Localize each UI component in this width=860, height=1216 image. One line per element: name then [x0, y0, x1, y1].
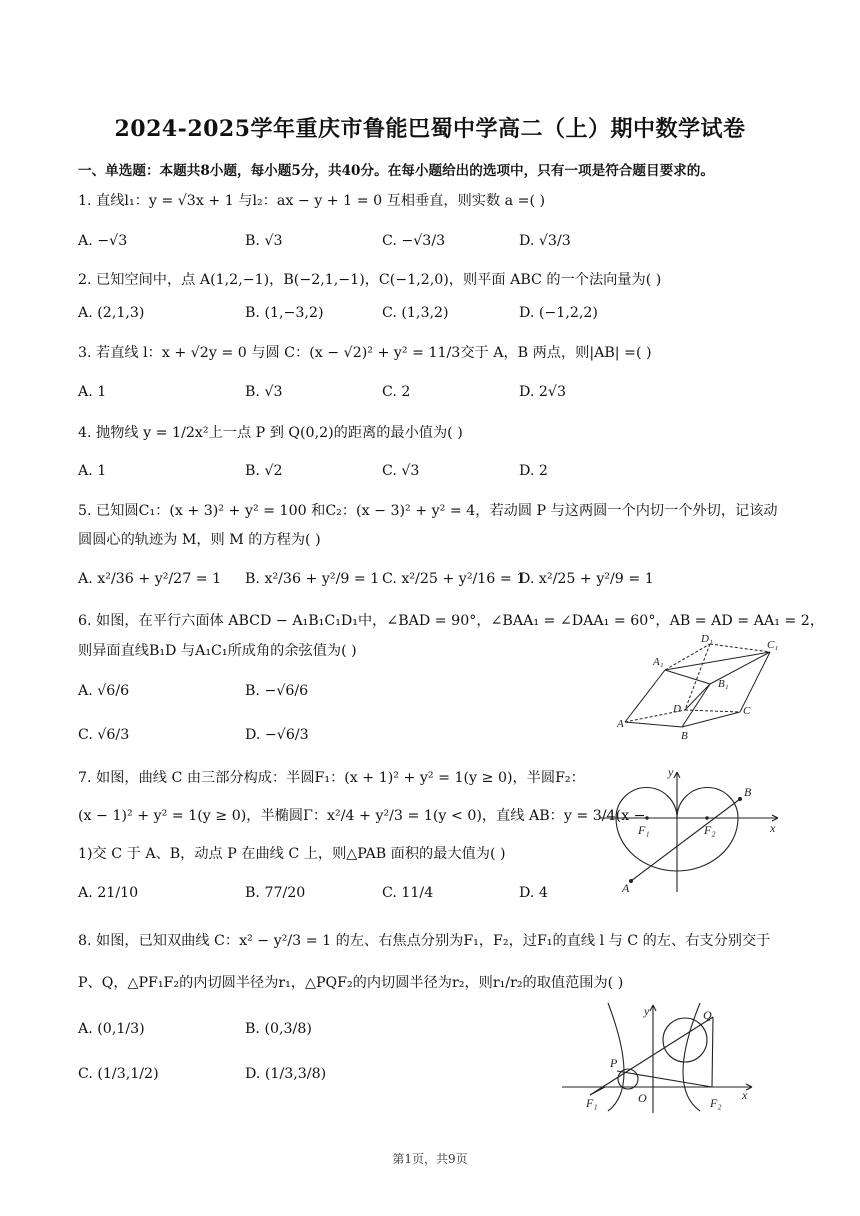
- question-1-line-1: 1. 直线l₁：y = √3x + 1 与l₂：ax − y + 1 = 0 互相垂直，则实数 a =( ): [78, 193, 546, 209]
- label-d1: D₁: [701, 633, 713, 645]
- q8-option-d: D. (1/3,3/8): [245, 1066, 327, 1082]
- question-4-line-1: 4. 抛物线 y = 1/2x²上一点 P 到 Q(0,2)的距离的最小值为( ): [78, 425, 463, 441]
- label-b: B: [681, 730, 688, 742]
- heart-curve-figure: [600, 762, 785, 897]
- question-3-line-1: 3. 若直线 l：x + √2y = 0 与圆 C：(x − √2)² + y² = 11/3交于 A，B 两点，则|AB| =( ): [78, 345, 652, 361]
- question-7-line-2: (x − 1)² + y² = 1(y ≥ 0)，半椭圆Γ：x²/4 + y²/3 = 1(y < 0)，直线 AB：y = 3/4(x −: [78, 808, 646, 824]
- q8-option-c: C. (1/3,1/2): [78, 1066, 159, 1082]
- q1-option-a: A. −√3: [78, 233, 128, 249]
- q5-option-b: B. x²/36 + y²/9 = 1: [245, 571, 380, 587]
- q5-option-a: A. x²/36 + y²/27 = 1: [78, 571, 222, 587]
- label-q: Q: [703, 1008, 712, 1022]
- question-2-line-1: 2. 已知空间中，点 A(1,2,−1)，B(−2,1,−1)，C(−1,2,0)，则平面 ABC 的一个法向量为( ): [78, 272, 662, 288]
- label-f2: F₂: [710, 1096, 722, 1110]
- label-c1: C₁: [767, 639, 779, 651]
- q2-option-b: B. (1,−3,2): [245, 305, 324, 321]
- q7-option-a: A. 21/10: [78, 885, 139, 901]
- parallelepiped-figure: [615, 632, 785, 742]
- label-y: y: [644, 1004, 650, 1018]
- q1-option-c: C. −√3/3: [382, 233, 446, 249]
- label-d: D: [673, 703, 681, 715]
- question-6-line-2: 则异面直线B₁D 与A₁C₁所成角的余弦值为( ): [78, 643, 357, 659]
- q2-option-a: A. (2,1,3): [78, 305, 145, 321]
- q3-option-a: A. 1: [78, 384, 107, 400]
- q6-option-a: A. √6/6: [78, 683, 130, 699]
- q3-option-c: C. 2: [382, 384, 411, 400]
- question-5-line-1: 5. 已知圆C₁：(x + 3)² + y² = 100 和C₂：(x − 3)² + y² = 4，若动圆 P 与这两圆一个内切一个外切，记该动: [78, 503, 778, 519]
- q7-option-d: D. 4: [519, 885, 548, 901]
- q3-option-d: D. 2√3: [519, 384, 566, 400]
- q1-option-b: B. √3: [245, 233, 283, 249]
- label-x: x: [770, 821, 776, 835]
- label-o: O: [638, 1091, 647, 1105]
- label-c: C: [743, 705, 751, 717]
- label-a: A: [617, 718, 624, 730]
- q2-option-c: C. (1,3,2): [382, 305, 449, 321]
- label-x: x: [742, 1088, 748, 1102]
- q8-option-b: B. (0,3/8): [245, 1021, 312, 1037]
- q7-option-b: B. 77/20: [245, 885, 306, 901]
- question-8-line-1: 8. 如图，已知双曲线 C：x² − y²/3 = 1 的左、右焦点分别为F₁，F₂，过F₁的直线 l 与 C 的左、右支分别交于: [78, 933, 771, 949]
- label-a1: A₁: [653, 656, 664, 668]
- q5-option-c: C. x²/25 + y²/16 = 1: [382, 571, 526, 587]
- question-6-line-1: 6. 如图，在平行六面体 ABCD − A₁B₁C₁D₁中，∠BAD = 90°，∠BAA₁ = ∠DAA₁ = 60°，AB = AD = AA₁ = 2，: [78, 613, 825, 629]
- q7-option-c: C. 11/4: [382, 885, 434, 901]
- q4-option-a: A. 1: [78, 463, 107, 479]
- q1-option-d: D. √3/3: [519, 233, 571, 249]
- question-7-line-3: 1)交 C 于 A、B，动点 P 在曲线 C 上，则△PAB 面积的最大值为( ): [78, 846, 506, 862]
- q4-option-d: D. 2: [519, 463, 548, 479]
- q6-option-b: B. −√6/6: [245, 683, 309, 699]
- label-y: y: [668, 765, 674, 779]
- label-b: B: [744, 785, 752, 799]
- label-b1: B₁: [718, 678, 729, 690]
- label-f1: F₁: [586, 1096, 598, 1110]
- q6-option-d: D. −√6/3: [245, 727, 309, 743]
- page-footer: 第1页，共9页: [392, 1152, 468, 1166]
- q4-option-c: C. √3: [382, 463, 420, 479]
- question-5-line-2: 圆圆心的轨迹为 M，则 M 的方程为( ): [78, 532, 321, 548]
- q6-option-c: C. √6/3: [78, 727, 130, 743]
- label-p: P: [610, 1056, 618, 1070]
- q2-option-d: D. (−1,2,2): [519, 305, 598, 321]
- q8-option-a: A. (0,1/3): [78, 1021, 145, 1037]
- question-7-line-1: 7. 如图，曲线 C 由三部分构成：半圆F₁：(x + 1)² + y² = 1(y ≥ 0)，半圆F₂：: [78, 770, 585, 786]
- q4-option-b: B. √2: [245, 463, 283, 479]
- q3-option-b: B. √3: [245, 384, 283, 400]
- label-f1: F₁: [638, 823, 650, 837]
- hyperbola-figure: [560, 995, 760, 1115]
- q5-option-d: D. x²/25 + y²/9 = 1: [519, 571, 654, 587]
- page-title: 2024-2025学年重庆市鲁能巴蜀中学高二（上）期中数学试卷: [114, 116, 746, 142]
- question-8-line-2: P、Q，△PF₁F₂的内切圆半径为r₁，△PQF₂的内切圆半径为r₂，则r₁/r₂的取值范围为( ): [78, 975, 624, 991]
- section-heading: 一、单选题：本题共8小题，每小题5分，共40分。在每小题给出的选项中，只有一项是符合题目要求的。: [78, 163, 714, 179]
- label-a: A: [622, 881, 630, 895]
- label-f2: F₂: [704, 823, 716, 837]
